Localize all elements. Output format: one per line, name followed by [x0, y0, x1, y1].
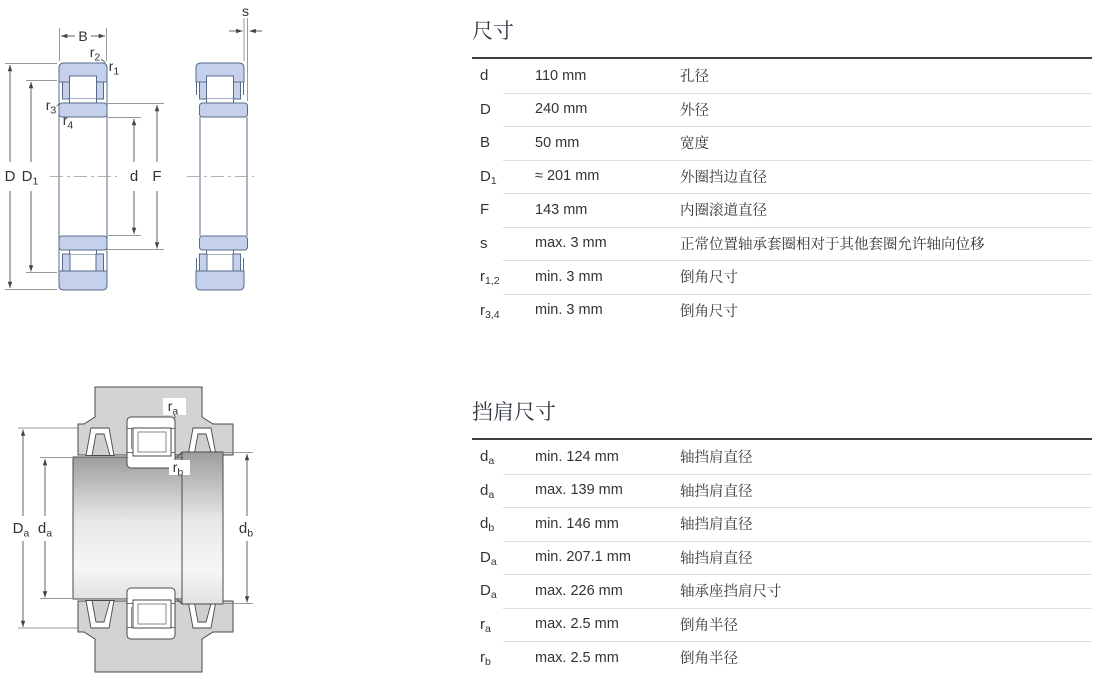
dim-label-Da: $D_a$	[12, 520, 30, 540]
roller-top	[70, 76, 97, 103]
dim-label-da: $d_a$	[37, 520, 53, 540]
table-row	[472, 126, 1092, 160]
dimension-value: max. 2.5 mm	[535, 616, 619, 633]
dimension-description: 外径	[680, 102, 709, 119]
table-row	[472, 160, 1092, 194]
dimension-symbol: $D_a$	[480, 548, 497, 568]
section-title-dimensions: 尺寸	[472, 19, 1092, 59]
dimension-description: 正常位置轴承套圈相对于其他套圈允许轴向位移	[680, 236, 985, 253]
dim-da	[38, 458, 72, 599]
dimension-symbol: s	[480, 234, 488, 252]
table-row	[472, 541, 1092, 575]
dimension-value: 240 mm	[535, 101, 588, 118]
table-row	[472, 93, 1092, 127]
dimension-description: 宽度	[680, 136, 709, 153]
dimension-description: 孔径	[680, 69, 709, 86]
dim-label-B: B	[78, 28, 88, 44]
dimension-value: min. 3 mm	[535, 302, 603, 319]
dimension-description: 内圈滚道直径	[680, 203, 767, 220]
dim-label-rb: $r_b$	[172, 459, 184, 479]
dim-label-d: d	[129, 168, 139, 185]
dimension-symbol: $r_{1,2}$	[480, 268, 500, 288]
dim-label-r2: $r_2$	[89, 44, 101, 64]
table-row	[472, 608, 1092, 642]
table-row	[472, 474, 1092, 508]
dim-db	[224, 453, 253, 604]
dimension-value: min. 146 mm	[535, 515, 619, 532]
dimension-symbol: $d_a$	[480, 448, 495, 468]
dimension-symbol: $d_a$	[480, 481, 495, 501]
dimension-description: 轴挡肩直径	[680, 550, 753, 567]
dimension-symbol: F	[480, 201, 490, 219]
dimension-symbol: B	[480, 134, 491, 152]
dimension-description: 轴挡肩直径	[680, 517, 753, 534]
dimension-symbol: $d_b$	[480, 515, 495, 535]
dimension-value: max. 2.5 mm	[535, 649, 619, 666]
dimension-symbol: $D_a$	[480, 582, 497, 602]
table-row	[472, 260, 1092, 294]
dim-label-r1: $r_1$	[108, 58, 120, 78]
dimension-value: min. 3 mm	[535, 268, 603, 285]
dimension-description: 倒角半径	[680, 651, 738, 668]
dimension-description: 轴挡肩直径	[680, 450, 753, 467]
table-row	[472, 641, 1092, 675]
dimension-symbol: $r_a$	[480, 615, 491, 635]
dim-label-s: s	[242, 3, 249, 19]
abutment-table	[472, 440, 1092, 675]
dimension-description: 倒角半径	[680, 617, 738, 634]
dimension-symbol: $r_b$	[480, 649, 491, 669]
abutment-diagram	[0, 385, 460, 675]
dim-label-r3: $r_3$	[45, 97, 57, 117]
dimension-description: 轴挡肩直径	[680, 483, 753, 500]
dimension-symbol: $r_{3,4}$	[480, 301, 500, 321]
dimension-value: 50 mm	[535, 134, 580, 151]
dim-label-db: $d_b$	[238, 520, 254, 540]
dim-label-ra: $r_a$	[167, 398, 179, 418]
dimension-value: max. 139 mm	[535, 482, 623, 499]
table-row	[472, 294, 1092, 328]
dimension-description: 倒角尺寸	[680, 270, 738, 287]
abutment-svg	[0, 385, 460, 675]
table-row	[472, 227, 1092, 261]
dimension-value: min. 124 mm	[535, 448, 619, 465]
table-row	[472, 59, 1092, 93]
dim-label-r4: $r_4$	[62, 112, 74, 132]
dimension-symbol: $D_1$	[480, 167, 497, 187]
spec-tables	[472, 0, 1092, 675]
dim-label-D: D	[4, 168, 16, 185]
dimension-value: 110 mm	[535, 67, 587, 84]
dimension-value: 143 mm	[535, 201, 588, 218]
dim-d	[108, 118, 141, 236]
shaft	[73, 452, 223, 604]
dimension-description: 外圈挡边直径	[680, 169, 767, 186]
table-row	[472, 193, 1092, 227]
dim-label-F: F	[152, 168, 162, 185]
dimension-value: min. 207.1 mm	[535, 549, 631, 566]
dimension-value: max. 226 mm	[535, 582, 623, 599]
table-row	[472, 574, 1092, 608]
dimension-value: max. 3 mm	[535, 235, 607, 252]
table-row	[472, 440, 1092, 474]
section-title-abutment: 挡肩尺寸	[472, 400, 1092, 440]
dimension-symbol: D	[480, 100, 491, 118]
dimension-description: 倒角尺寸	[680, 303, 738, 320]
dimension-symbol: d	[480, 67, 489, 85]
dimension-description: 轴承座挡肩尺寸	[680, 584, 782, 601]
dimensions-section	[472, 19, 1092, 327]
bearing-cross-section-svg	[0, 0, 460, 345]
dimensions-table	[472, 59, 1092, 327]
bearing-cross-section-diagram	[0, 0, 460, 345]
dim-label-D1: $D_1$	[21, 168, 39, 188]
table-row	[472, 507, 1092, 541]
abutment-section	[472, 400, 1092, 675]
dimension-value: ≈ 201 mm	[535, 168, 600, 185]
